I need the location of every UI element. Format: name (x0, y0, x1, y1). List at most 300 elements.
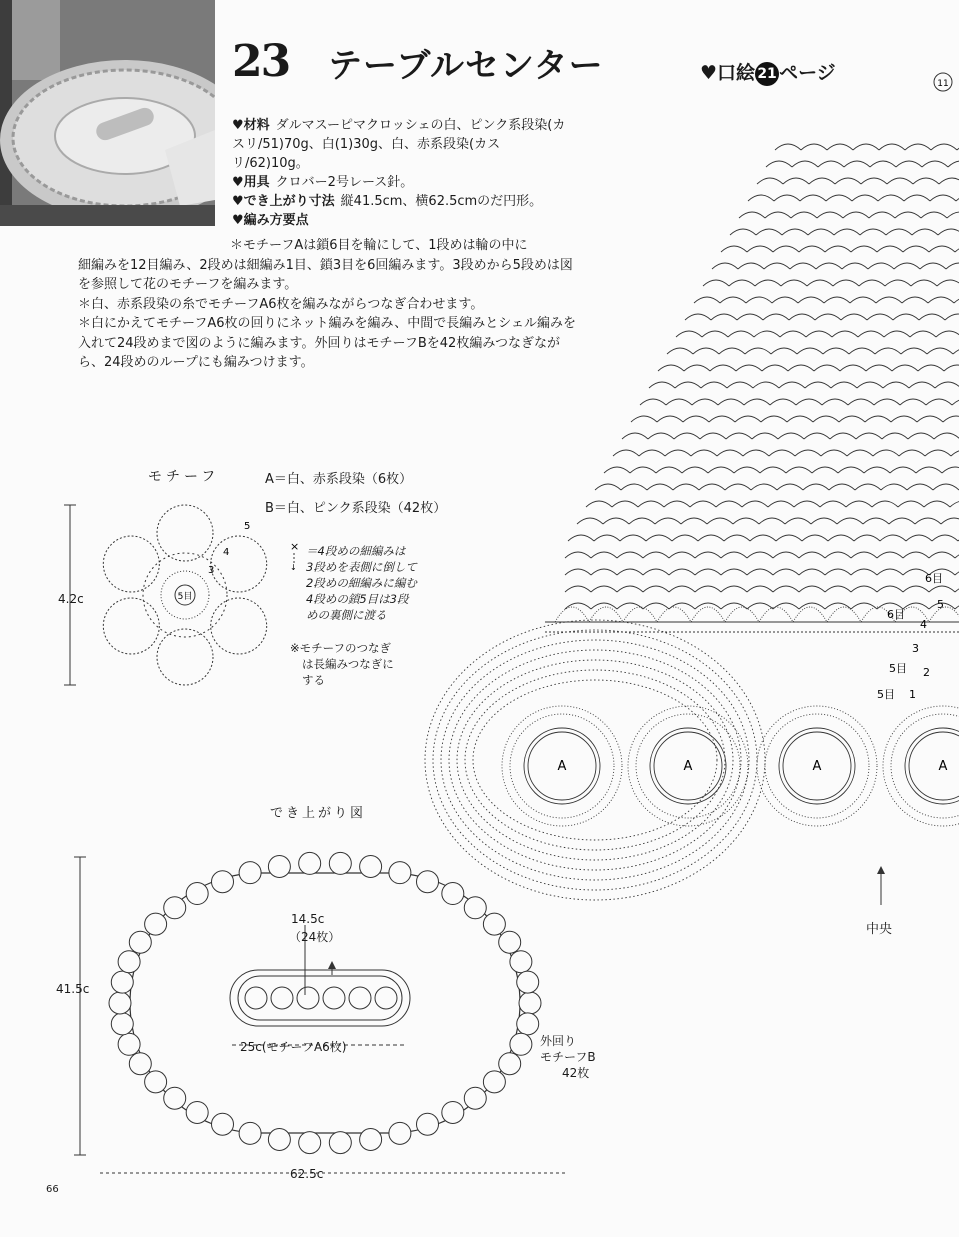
net-loop (857, 382, 883, 388)
net-loop (944, 365, 959, 371)
border-motif (464, 1087, 486, 1109)
net-loop (823, 348, 849, 354)
net-loop (812, 467, 838, 473)
net-loop (928, 297, 954, 303)
net-loop (674, 433, 700, 439)
border-motif (483, 1071, 505, 1093)
net-loop (899, 450, 925, 456)
motif-petal (211, 536, 267, 592)
net-loop (666, 399, 692, 405)
net-loop (799, 603, 825, 609)
border-motif (517, 1013, 539, 1035)
method-text: ＊モチーフAは鎖6目を輪にして、1段めは輪の中に 細編みを12目編み、2段めは細編み1目、鎖3目を6回編みます。3段めから5段めは図を参照して花のモチーフを編みます。 ＊白、赤系段染の糸でモチーフA6枚を編みながらつなぎ合わせます。 ＊白にかえてモチーフA6枚の回りにネット編みを編み、中間で長編みとシェル編みを入れて24段めまで図のように編みます。外回りはモチーフBを42枚編みつなぎながら、24段めのループにも編みつけます。 (78, 238, 577, 370)
border-motif (417, 1113, 439, 1135)
net-loop (800, 195, 826, 201)
net-loop (586, 501, 612, 507)
stitch-note: ＝4段めの細編みは 3段めを表側に倒して 2段めの細編みに編む 4段めの鎖5目は3段 めの裏側に渡る (306, 544, 417, 622)
net-loop (640, 399, 666, 405)
net-loop (565, 552, 591, 558)
net-loop (773, 586, 799, 592)
net-loop (756, 229, 782, 235)
net-loop (837, 518, 863, 524)
net-loop (891, 416, 917, 422)
fan-stitch (725, 607, 759, 622)
net-loop (955, 603, 959, 609)
border-motif (129, 1053, 151, 1075)
net-loop (657, 416, 683, 422)
border-motif (145, 1071, 167, 1093)
net-loop (925, 450, 951, 456)
net-loop (656, 467, 682, 473)
net-loop (724, 535, 750, 541)
net-loop (824, 297, 850, 303)
net-loop (727, 382, 753, 388)
net-loop (919, 314, 945, 320)
net-loop (701, 382, 727, 388)
motif-petal (103, 536, 159, 592)
net-loop (831, 382, 857, 388)
net-loop (643, 552, 669, 558)
border-motif (118, 1033, 140, 1055)
net-loop (720, 297, 746, 303)
motif-row-label: 4 (223, 547, 230, 558)
net-loop (702, 331, 728, 337)
border-motif (360, 1128, 382, 1150)
net-loop (887, 178, 913, 184)
net-loop (945, 314, 959, 320)
net-loop (903, 246, 929, 252)
border-motif (109, 992, 131, 1014)
net-loop (781, 280, 807, 286)
net-loop (910, 331, 936, 337)
net-loop (649, 382, 675, 388)
net-loop (955, 569, 959, 575)
border-motif (299, 1132, 321, 1154)
net-loop (799, 586, 825, 592)
chart-motif-ring (883, 706, 959, 826)
border-motif (239, 1122, 261, 1144)
net-loop (898, 501, 924, 507)
net-loop (669, 569, 695, 575)
net-loop (797, 348, 823, 354)
border-motif (389, 1122, 411, 1144)
net-loop (834, 229, 860, 235)
net-loop (873, 450, 899, 456)
net-loop (816, 263, 842, 269)
net-loop (577, 518, 603, 524)
net-loop (829, 484, 855, 490)
net-loop (726, 433, 752, 439)
net-loop (617, 586, 643, 592)
net-loop (903, 586, 929, 592)
arrow-down-icon: ↓ (290, 563, 297, 572)
fan-stitch (759, 607, 793, 622)
net-loop (808, 229, 834, 235)
net-loop (938, 229, 959, 235)
net-loop (774, 195, 800, 201)
net-loop (621, 484, 647, 490)
net-loop (764, 263, 790, 269)
net-loop (775, 144, 801, 150)
net-loop (782, 229, 808, 235)
net-loop (908, 433, 934, 439)
net-loop (591, 603, 617, 609)
border-motif (510, 951, 532, 973)
net-loop (838, 467, 864, 473)
net-loop (669, 552, 695, 558)
net-loop (695, 569, 721, 575)
net-loop (859, 280, 885, 286)
net-loop (717, 450, 743, 456)
net-loop (905, 144, 931, 150)
net-loop (858, 331, 884, 337)
fan-stitch (589, 607, 623, 622)
border-motif (186, 1101, 208, 1123)
net-loop (878, 195, 904, 201)
net-loop (825, 569, 851, 575)
net-loop (879, 144, 905, 150)
border-motif (442, 1101, 464, 1123)
net-loop (673, 484, 699, 490)
specs-block: ♥材料 ダルマスーピマクロッシェの白、ピンク系段染(カスリ/51)70g、白(1)30g、白、赤系段染(カスリ/62)10g。 ♥用具 クロバー2号レース針。 ♥でき上がり寸法 縦41.5cm、横62.5cmのだ円形。 ♥編み方要点 (232, 118, 566, 228)
net-loop (913, 178, 939, 184)
net-loop (643, 569, 669, 575)
border-motif (417, 871, 439, 893)
net-loop (773, 603, 799, 609)
net-loop (639, 450, 665, 456)
net-loop (881, 484, 907, 490)
chart-row-label: 5目 (889, 662, 907, 675)
border-motif (118, 951, 140, 973)
border-motif (360, 856, 382, 878)
net-loop (820, 501, 846, 507)
net-loop (921, 212, 947, 218)
net-loop (852, 195, 878, 201)
net-loop (889, 518, 915, 524)
net-loop (700, 433, 726, 439)
net-loop (854, 535, 880, 541)
net-loop (735, 416, 761, 422)
border-motif (329, 1132, 351, 1154)
motif-petal (157, 505, 213, 561)
net-loop (721, 569, 747, 575)
net-loop (716, 501, 742, 507)
net-loop (778, 433, 804, 439)
net-loop (568, 535, 594, 541)
chart-motif-label: A (938, 759, 948, 774)
net-loop (630, 467, 656, 473)
net-loop (783, 178, 809, 184)
net-loop (917, 416, 943, 422)
outer-width: 62.5c (290, 1167, 324, 1181)
net-loop (777, 484, 803, 490)
net-loop (865, 416, 891, 422)
net-loop (747, 569, 773, 575)
net-loop (695, 586, 721, 592)
net-loop (604, 467, 630, 473)
net-loop (786, 467, 812, 473)
net-loop (788, 365, 814, 371)
net-loop (912, 229, 938, 235)
net-loop (747, 552, 773, 558)
net-loop (856, 433, 882, 439)
border-motif (212, 1113, 234, 1135)
net-loop (751, 484, 777, 490)
net-loop (915, 518, 941, 524)
center-motif (297, 987, 319, 1009)
net-loop (931, 144, 957, 150)
legend-a: A＝白、赤系段染（6枚） (265, 472, 413, 487)
net-loop (695, 603, 721, 609)
net-loop (692, 399, 718, 405)
chart-row-label: 6目 (925, 572, 943, 585)
motif-petal (211, 598, 267, 654)
net-loop (712, 263, 738, 269)
net-loop (939, 178, 959, 184)
chart-row-label: 5目 (877, 688, 895, 701)
net-loop (685, 314, 711, 320)
net-loop (877, 569, 903, 575)
heart-icon: ♥ (700, 62, 718, 84)
border-motif (519, 992, 541, 1014)
net-loop (825, 246, 851, 252)
net-loop (693, 348, 719, 354)
net-loop (691, 450, 717, 456)
circled-page-number: 21 (755, 62, 779, 86)
motif-diagram (60, 495, 310, 690)
net-loop (947, 212, 959, 218)
net-loop (869, 212, 895, 218)
net-loop (591, 569, 617, 575)
net-loop (930, 195, 956, 201)
border-motif (239, 862, 261, 884)
net-loop (942, 467, 959, 473)
net-loop (848, 399, 874, 405)
border-motif (212, 871, 234, 893)
net-loop (849, 348, 875, 354)
net-loop (883, 382, 909, 388)
net-loop (594, 535, 620, 541)
net-loop (946, 263, 959, 269)
border-motif (299, 852, 321, 874)
net-loop (672, 535, 698, 541)
net-loop (759, 518, 785, 524)
net-loop (855, 484, 881, 490)
net-loop (936, 331, 959, 337)
net-loop (799, 552, 825, 558)
net-loop (791, 212, 817, 218)
net-loop (565, 586, 591, 592)
net-loop (948, 161, 959, 167)
cross-stitch-symbol: × (290, 540, 300, 553)
net-loop (935, 382, 959, 388)
net-loop (591, 552, 617, 558)
heart-icon: ♥ (232, 194, 244, 209)
net-loop (595, 484, 621, 490)
fan-stitch (793, 607, 827, 622)
inner-height: 14.5c (291, 912, 325, 926)
border-motif (268, 1128, 290, 1150)
net-loop (721, 603, 747, 609)
net-loop (877, 552, 903, 558)
fan-stitch (657, 607, 691, 622)
net-loop (765, 212, 791, 218)
net-loop (718, 399, 744, 405)
net-loop (895, 212, 921, 218)
chart-motif-ring (909, 732, 959, 800)
net-loop (796, 399, 822, 405)
net-loop (665, 450, 691, 456)
motif-row-label: 3 (208, 565, 215, 576)
border-motif (499, 1053, 521, 1075)
net-loop (785, 518, 811, 524)
net-loop (725, 484, 751, 490)
net-loop (648, 433, 674, 439)
net-loop (870, 161, 896, 167)
net-loop (790, 263, 816, 269)
border-round (473, 680, 717, 840)
inner-count: （24枚） (289, 930, 341, 944)
net-loop (647, 484, 673, 490)
net-loop (773, 552, 799, 558)
net-loop (747, 603, 773, 609)
net-loop (955, 586, 959, 592)
pattern-number: 23 (232, 36, 290, 87)
net-loop (682, 467, 708, 473)
border-motif (483, 913, 505, 935)
net-loop (622, 433, 648, 439)
net-loop (747, 586, 773, 592)
net-loop (874, 399, 900, 405)
net-loop (868, 263, 894, 269)
net-loop (860, 229, 886, 235)
net-loop (941, 518, 959, 524)
inner-width: 25c(モチーフA6枚) (240, 1040, 347, 1054)
motif-dimension: 4.2c (58, 592, 84, 606)
fan-stitch (827, 607, 861, 622)
net-loop (950, 501, 959, 507)
net-loop (753, 382, 779, 388)
center-motif (375, 987, 397, 1009)
net-loop (695, 552, 721, 558)
net-loop (664, 501, 690, 507)
net-loop (954, 297, 959, 303)
net-loop (638, 501, 664, 507)
net-loop (794, 501, 820, 507)
net-loop (875, 348, 901, 354)
fan-stitch (623, 607, 657, 622)
net-loop (922, 161, 948, 167)
net-loop (851, 603, 877, 609)
motif-center-label: 5目 (177, 592, 193, 602)
net-loop (710, 365, 736, 371)
border-motif (111, 971, 133, 993)
net-loop (643, 586, 669, 592)
net-loop (591, 586, 617, 592)
net-loop (801, 144, 827, 150)
net-loop (737, 314, 763, 320)
net-loop (835, 178, 861, 184)
border-motif (329, 852, 351, 874)
net-loop (929, 586, 955, 592)
net-loop (911, 280, 937, 286)
net-loop (804, 433, 830, 439)
net-loop (617, 603, 643, 609)
net-loop (744, 399, 770, 405)
outer-motif: モチーフB (540, 1050, 596, 1064)
net-loop (894, 263, 920, 269)
net-loop (901, 348, 927, 354)
net-loop (821, 450, 847, 456)
net-loop (927, 348, 953, 354)
outer-count: 42枚 (562, 1066, 590, 1080)
net-loop (882, 433, 908, 439)
fan-stitch (929, 607, 959, 622)
net-loop (826, 195, 852, 201)
crochet-chart (415, 0, 959, 920)
net-loop (896, 161, 922, 167)
net-loop (825, 552, 851, 558)
net-loop (937, 280, 959, 286)
net-loop (681, 518, 707, 524)
net-loop (847, 450, 873, 456)
net-loop (772, 297, 798, 303)
net-loop (851, 569, 877, 575)
net-loop (827, 144, 853, 150)
net-loop (926, 399, 952, 405)
net-loop (815, 314, 841, 320)
chart-row-label: 4 (920, 618, 927, 631)
net-loop (728, 331, 754, 337)
net-loop (828, 535, 854, 541)
chart-motif-label: A (812, 759, 822, 774)
fan-stitch (555, 607, 589, 622)
net-loop (952, 399, 959, 405)
net-loop (629, 518, 655, 524)
net-loop (643, 603, 669, 609)
net-loop (613, 450, 639, 456)
chart-row-label: 5 (937, 598, 944, 611)
net-loop (603, 518, 629, 524)
net-loop (721, 552, 747, 558)
net-loop (776, 535, 802, 541)
outer-label: 外回り (540, 1034, 577, 1048)
net-loop (771, 348, 797, 354)
net-loop (811, 518, 837, 524)
net-loop (830, 433, 856, 439)
net-loop (822, 399, 848, 405)
net-loop (733, 518, 759, 524)
border-motif (442, 883, 464, 905)
net-loop (795, 450, 821, 456)
outer-height: 41.5c (56, 982, 90, 996)
net-loop (880, 535, 906, 541)
net-loop (953, 348, 959, 354)
net-loop (779, 382, 805, 388)
net-loop (763, 314, 789, 320)
page-number: 66 (46, 1184, 59, 1195)
net-loop (755, 280, 781, 286)
net-loop (843, 212, 869, 218)
net-loop (805, 382, 831, 388)
net-loop (669, 586, 695, 592)
net-loop (773, 246, 799, 252)
net-loop (893, 314, 919, 320)
net-loop (787, 416, 813, 422)
border-motif (111, 1013, 133, 1035)
net-loop (721, 586, 747, 592)
net-loop (754, 331, 780, 337)
